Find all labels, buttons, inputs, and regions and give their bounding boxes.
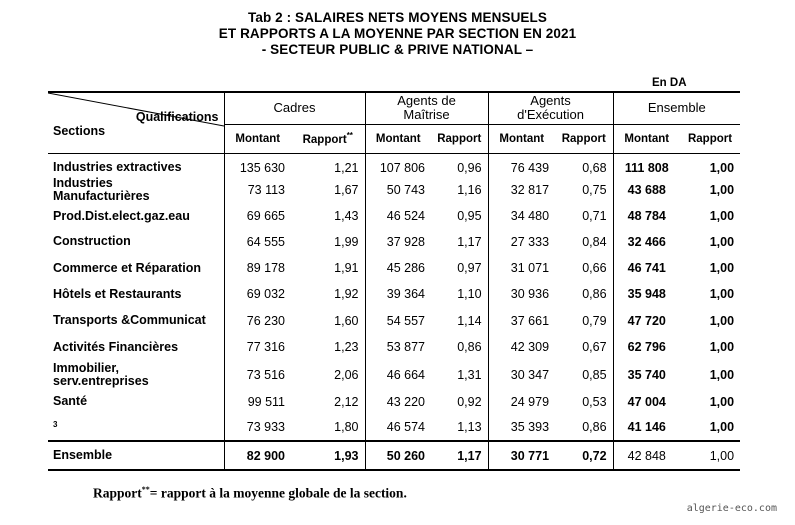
montant-cell: 46 664 <box>386 368 426 382</box>
rapport-cell: 1,00 <box>709 160 735 175</box>
montant-cell: 35 740 <box>627 368 666 382</box>
rapport-cell: 2,06 <box>291 360 365 390</box>
montant-cell: 64 555 <box>246 234 285 249</box>
rapport-cell: 0,79 <box>555 307 613 334</box>
rapport-cell: 1,00 <box>709 234 735 249</box>
rapport-cell: 0,53 <box>555 390 613 413</box>
rapport-cell: 1,91 <box>291 255 365 281</box>
montant-cell: 37 928 <box>386 234 426 249</box>
montant-cell: 77 316 <box>246 340 285 354</box>
montant-cell: 46 741 <box>627 261 666 275</box>
table-row <box>48 360 740 390</box>
rapport-cell: 1,10 <box>431 281 488 307</box>
montant-cell: 31 071 <box>510 261 550 275</box>
rapport-cell: 0,97 <box>431 255 488 281</box>
rapport-cell: 0,86 <box>431 334 488 360</box>
header-agents-maitrise: Agents de Maîtrise <box>365 92 488 124</box>
footnote: Rapport**= rapport à la moyenne globale de la section. <box>93 485 407 501</box>
montant-cell: 76 230 <box>246 313 285 328</box>
total-row <box>48 441 740 470</box>
montant-cell: 35 948 <box>627 287 666 301</box>
total-label: Ensemble <box>48 441 224 470</box>
section-name: Hôtels et Restaurants <box>48 281 224 307</box>
subheader-montant: Montant <box>613 124 680 153</box>
table-row <box>48 204 740 228</box>
section-name: Industries extractives <box>48 153 224 176</box>
total-value: 30 771 <box>488 441 555 470</box>
table-row <box>48 255 740 281</box>
rapport-cell: 0,68 <box>555 153 613 176</box>
rapport-cell: 2,12 <box>291 390 365 413</box>
table-row <box>48 334 740 360</box>
rapport-cell: 1,00 <box>709 394 735 409</box>
montant-cell: 47 004 <box>627 394 666 409</box>
rapport-cell: 1,00 <box>709 419 735 434</box>
section-name: Commerce et Réparation <box>48 255 224 281</box>
rapport-cell: 1,17 <box>431 228 488 255</box>
table-title <box>0 10 795 58</box>
montant-cell: 99 511 <box>247 394 285 409</box>
montant-cell: 62 796 <box>627 340 666 354</box>
montant-cell: 89 178 <box>246 261 285 275</box>
montant-cell: 47 720 <box>627 313 666 328</box>
rapport-cell: 1,43 <box>291 204 365 228</box>
montant-cell: 39 364 <box>386 287 426 301</box>
rapport-cell: 1,92 <box>291 281 365 307</box>
rapport-cell: 1,13 <box>431 413 488 441</box>
rapport-cell: 0,95 <box>431 204 488 228</box>
montant-cell: 53 877 <box>386 340 426 354</box>
rapport-cell: 1,67 <box>291 176 365 204</box>
montant-cell: 111 808 <box>624 160 669 175</box>
rapport-cell: 1,00 <box>709 261 735 275</box>
table-body <box>48 153 740 441</box>
header-ensemble: Ensemble <box>613 92 740 124</box>
header-corner-cell <box>48 92 224 153</box>
section-name: Santé <box>48 390 224 413</box>
rapport-cell: 1,99 <box>291 228 365 255</box>
total-value: 1,93 <box>291 441 365 470</box>
total-value: 42 848 <box>613 441 680 470</box>
subheader-rapport: Rapport <box>680 124 740 153</box>
header-qualifications: Qualifications <box>135 110 219 124</box>
table-row <box>48 176 740 204</box>
subheader-montant: Montant <box>224 124 291 153</box>
montant-cell: 69 032 <box>246 287 285 301</box>
section-name: Industries Manufacturières <box>48 176 224 204</box>
montant-cell: 73 113 <box>247 183 285 197</box>
montant-cell: 24 979 <box>510 394 550 409</box>
subheader-rapport: Rapport** <box>291 124 365 153</box>
section-name: Activités Financières <box>48 334 224 360</box>
title-line-2: ET RAPPORTS A LA MOYENNE PAR SECTION EN 2021 <box>218 26 577 41</box>
title-line-3: - SECTEUR PUBLIC & PRIVE NATIONAL – <box>261 42 534 57</box>
total-value: 50 260 <box>365 441 431 470</box>
section-name: Immobilier, serv.entreprises <box>48 360 224 390</box>
salary-table <box>48 91 740 471</box>
rapport-cell: 1,60 <box>291 307 365 334</box>
montant-cell: 107 806 <box>379 160 426 175</box>
rapport-cell: 0,66 <box>555 255 613 281</box>
section-name: Transports &Communicat <box>48 307 224 334</box>
subheader-rapport: Rapport <box>431 124 488 153</box>
table-row <box>48 153 740 176</box>
rapport-cell: 0,71 <box>555 204 613 228</box>
rapport-cell: 1,14 <box>431 307 488 334</box>
rapport-cell: 1,00 <box>709 313 735 328</box>
montant-cell: 30 347 <box>510 368 550 382</box>
rapport-cell: 1,21 <box>291 153 365 176</box>
montant-cell: 73 933 <box>246 419 285 434</box>
table-row <box>48 228 740 255</box>
montant-cell: 69 665 <box>246 209 285 223</box>
rapport-cell: 0,84 <box>555 228 613 255</box>
total-value: 82 900 <box>224 441 291 470</box>
montant-cell: 35 393 <box>510 419 550 434</box>
total-value: 1,00 <box>680 441 740 470</box>
header-sections: Sections <box>53 124 106 138</box>
montant-cell: 27 333 <box>510 234 550 249</box>
rapport-cell: 1,00 <box>709 209 735 223</box>
rapport-cell: 1,00 <box>709 287 735 301</box>
header-agents-execution: Agents d'Exécution <box>488 92 613 124</box>
table-row <box>48 281 740 307</box>
rapport-cell: 0,86 <box>555 413 613 441</box>
montant-cell: 43 220 <box>386 394 426 409</box>
unit-label: En DA <box>652 77 687 89</box>
rapport-cell: 1,00 <box>709 183 735 197</box>
montant-cell: 32 466 <box>627 234 666 249</box>
section-name: 3 <box>48 413 224 441</box>
header-cadres: Cadres <box>224 92 365 124</box>
subheader-rapport: Rapport <box>555 124 613 153</box>
montant-cell: 76 439 <box>510 160 550 175</box>
table-row <box>48 413 740 441</box>
montant-cell: 41 146 <box>627 419 666 434</box>
rapport-cell: 1,16 <box>431 176 488 204</box>
montant-cell: 46 574 <box>386 419 426 434</box>
rapport-cell: 1,31 <box>431 360 488 390</box>
montant-cell: 46 524 <box>386 209 426 223</box>
rapport-cell: 0,86 <box>555 281 613 307</box>
title-line-1: Tab 2 : SALAIRES NETS MOYENS MENSUELS <box>248 10 547 25</box>
total-value: 0,72 <box>555 441 613 470</box>
montant-cell: 135 630 <box>239 160 285 175</box>
table-row <box>48 390 740 413</box>
montant-cell: 45 286 <box>386 261 426 275</box>
source-watermark: algerie-eco.com <box>686 503 777 514</box>
montant-cell: 32 817 <box>510 183 550 197</box>
rapport-cell: 1,00 <box>709 340 735 354</box>
rapport-cell: 0,67 <box>555 334 613 360</box>
rapport-cell: 1,80 <box>291 413 365 441</box>
rapport-cell: 1,23 <box>291 334 365 360</box>
montant-cell: 73 516 <box>246 368 285 382</box>
rapport-cell: 0,92 <box>431 390 488 413</box>
montant-cell: 37 661 <box>510 313 550 328</box>
montant-cell: 50 743 <box>386 183 426 197</box>
section-name: Prod.Dist.elect.gaz.eau <box>48 204 224 228</box>
subheader-montant: Montant <box>365 124 431 153</box>
table-row <box>48 307 740 334</box>
montant-cell: 30 936 <box>510 287 550 301</box>
subheader-montant: Montant <box>488 124 555 153</box>
montant-cell: 43 688 <box>627 183 666 197</box>
rapport-cell: 0,75 <box>555 176 613 204</box>
montant-cell: 54 557 <box>386 313 426 328</box>
montant-cell: 42 309 <box>510 340 550 354</box>
total-value: 1,17 <box>431 441 488 470</box>
rapport-cell: 1,00 <box>709 368 735 382</box>
montant-cell: 48 784 <box>627 209 666 223</box>
rapport-cell: 0,96 <box>431 153 488 176</box>
rapport-cell: 0,85 <box>555 360 613 390</box>
section-name: Construction <box>48 228 224 255</box>
montant-cell: 34 480 <box>510 209 550 223</box>
